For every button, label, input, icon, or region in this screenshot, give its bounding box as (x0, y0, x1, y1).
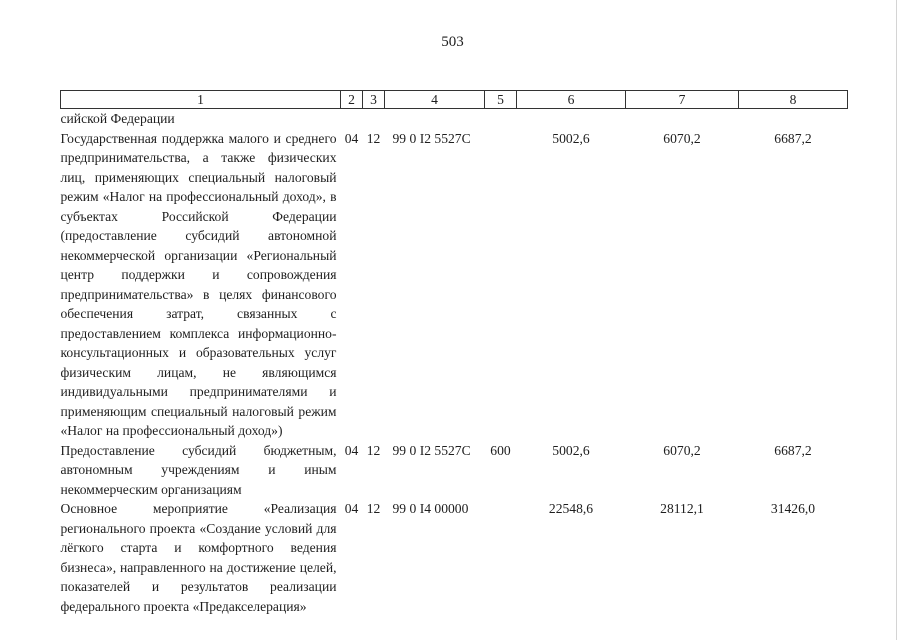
row-expense-type: 600 (490, 442, 511, 458)
col-header-expense-type: 5 (485, 91, 517, 109)
row-expense-type (485, 109, 517, 129)
page-number: 503 (441, 34, 464, 50)
row-subsection: 12 (366, 130, 381, 146)
row-year1 (517, 109, 626, 129)
row-expense-type (485, 129, 517, 441)
budget-table (60, 90, 848, 616)
row-year1: 22548,6 (548, 501, 594, 516)
row-target (385, 109, 485, 129)
row-name: сийской Федерации (60, 111, 175, 126)
row-name: Предоставление субсидий бюджетным, автономным учреждениям и иным некоммерческим организациям (60, 442, 337, 497)
header-row (61, 91, 848, 109)
col-header-name: 1 (61, 91, 341, 109)
row-target: 99 0 I4 00000 (392, 501, 469, 516)
row-year3: 31426,0 (770, 501, 816, 516)
row-section: 04 (344, 501, 359, 516)
row-year2: 6070,2 (663, 442, 701, 458)
table-row (61, 499, 848, 616)
row-target: 99 0 I2 5527C (392, 442, 471, 458)
row-section: 04 (344, 442, 359, 458)
row-year2: 6070,2 (663, 130, 701, 146)
row-year2: 28112,1 (660, 501, 704, 516)
row-subsection (363, 109, 385, 129)
row-year3 (739, 109, 848, 129)
scan-edge (896, 0, 897, 640)
row-section: 04 (344, 130, 359, 146)
row-subsection: 12 (366, 501, 381, 516)
row-target: 99 0 I2 5527C (392, 130, 471, 146)
col-header-year3: 8 (739, 91, 848, 109)
row-subsection: 12 (366, 442, 381, 458)
table-row (61, 129, 848, 441)
col-header-year2: 7 (626, 91, 739, 109)
row-year1: 5002,6 (552, 442, 590, 458)
row-section (341, 109, 363, 129)
table-row (61, 441, 848, 500)
row-year3: 6687,2 (774, 442, 812, 458)
row-year3: 6687,2 (774, 130, 812, 146)
col-header-target: 4 (385, 91, 485, 109)
row-name: Основное мероприятие «Реализация регионального проекта «Создание условий для лёгкого старта и комфортного ведения бизнеса», направленного на достижение целей, показателей и результатов реализации федерального проекта «Предакселерация» (60, 501, 337, 614)
col-header-subsection: 3 (363, 91, 385, 109)
row-year1: 5002,6 (552, 130, 590, 146)
table-row (61, 109, 848, 129)
col-header-year1: 6 (517, 91, 626, 109)
row-year2 (626, 109, 739, 129)
row-name: Государственная поддержка малого и среднего предпринимательства, а также физических лиц, применяющих специальный налоговый режим «Налог на профессиональный доход», в субъектах Российской Федерации (предоставление субсидий автономной некоммерческой организации «Региональный центр поддержки и сопровождения предпринимательства» в целях финансового обеспечения затрат, связанных с предоставлением комплекса информационно-консультационных и образовательных услуг физическим лицам, не являющимся индивидуальными предпринимателями и применяющим специальный налоговый режим «Налог на профессиональный доход») (60, 130, 337, 438)
row-expense-type (485, 499, 517, 616)
col-header-section: 2 (341, 91, 363, 109)
